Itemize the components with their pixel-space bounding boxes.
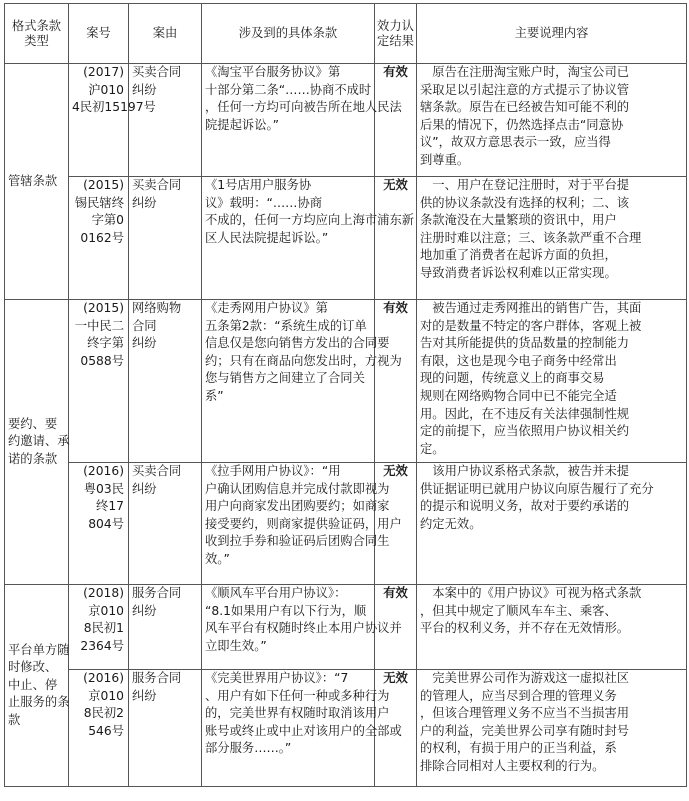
case-number-cell: (2017) 沪010 4民初15197号	[69, 64, 129, 177]
cause-cell: 网络购物 合同 纠纷	[129, 300, 202, 463]
reasoning-cell: 该用户协议系格式条款，被告并未提 供证据证明已就用户协议向原告履行了充分 的提示和说明义务，故对于要约承诺的 约定无效。	[417, 463, 687, 585]
table-row	[5, 64, 687, 177]
clause-text-cell: 《完美世界用户协议》：“7 、用户有如下任何一种或多种行为 的，完美世界有权随时取消该用户 账号或终止或中止对该用户的全部或 部分服务……。”	[202, 670, 375, 787]
cause-cell: 买卖合同 纠纷	[129, 64, 202, 177]
reasoning-cell: 原告在注册淘宝账户时，淘宝公司已 采取足以引起注意的方式提示了协议管 辖条款。原告在已经被告知可能不利的 后果的情况下，仍然选择点击“同意协 议”，故双方意思表示一致，应当得 到尊重。	[417, 64, 687, 177]
effect-result-cell: 有效	[375, 300, 417, 463]
clause-type-cell: 管辖条款	[5, 64, 69, 300]
cause-cell: 服务合同 纠纷	[129, 585, 202, 670]
table-row	[5, 177, 687, 300]
reasoning-cell: 本案中的《用户协议》可视为格式条款 ，但其中规定了顺风车车主、乘客、 平台的权利义务，并不存在无效情形。	[417, 585, 687, 670]
reasoning-cell: 一、用户在登记注册时，对于平台提 供的协议条款没有选择的权利；二、该 条款淹没在大量繁琐的资讯中，用户 注册时难以注意；三、该条款严重不合理 地加重了消费者在起诉方面的负担， 导致消费者诉讼权利难以正常实现。	[417, 177, 687, 300]
table-row	[5, 585, 687, 670]
cause-cell: 买卖合同 纠纷	[129, 177, 202, 300]
clause-type-cell: 平台单方随 时修改、 中止、停 止服务的条 款	[5, 585, 69, 787]
header-effect: 效力认定结果	[375, 4, 417, 64]
case-number-cell: (2016) 粤03民 终17 804号	[69, 463, 129, 585]
case-number-cell: (2018) 京010 8民初1 2364号	[69, 585, 129, 670]
clause-type-cell: 要约、要 约邀请、承 诺的条款	[5, 300, 69, 585]
table-row	[5, 463, 687, 585]
effect-result-cell: 有效	[375, 585, 417, 670]
reasoning-cell: 被告通过走秀网推出的销售广告，其面 对的是数量不特定的客户群体，客观上被 告对其所能提供的货品数量的控制能力 有限，这也是现今电子商务中经常出 现的问题，传统意义上的商事交易 规则在网络购物合同中已不能完全适 用。因此，在不违反有关法律强制性规 定的前提下，应当依照用户协议相关约 定。	[417, 300, 687, 463]
cause-cell: 服务合同 纠纷	[129, 670, 202, 787]
table-row	[5, 670, 687, 787]
effect-result-cell: 无效	[375, 463, 417, 585]
case-number-cell: (2015) 锡民辖终 字第0 0162号	[69, 177, 129, 300]
table-row	[5, 300, 687, 463]
case-number-cell: (2015) 一中民二 终字第 0588号	[69, 300, 129, 463]
clause-text-cell: 《1号店用户服务协 议》载明：“……协商 不成的，任何一方均应向上海市浦东新 区人民法院提起诉讼。”	[202, 177, 375, 300]
effect-result-cell: 无效	[375, 670, 417, 787]
effect-result-cell: 有效	[375, 64, 417, 177]
header-clause-type: 格式条款类型	[5, 4, 69, 64]
header-clause: 涉及到的具体条款	[202, 4, 375, 64]
clause-text-cell: 《淘宝平台服务协议》第 十部分第二条“……协商不成时 ，任何一方均可向被告所在地人民法 院提起诉讼。”	[202, 64, 375, 177]
header-cause: 案由	[129, 4, 202, 64]
clause-text-cell: 《拉手网用户协议》：“用 户确认团购信息并完成付款即视为 用户向商家发出团购要约；如商家 接受要约，则商家提供验证码，用户 收到拉手券和验证码后团购合同生 效。”	[202, 463, 375, 585]
effect-result-cell: 无效	[375, 177, 417, 300]
case-table	[4, 3, 687, 787]
header-case-number: 案号	[69, 4, 129, 64]
cause-cell: 买卖合同 纠纷	[129, 463, 202, 585]
clause-text-cell: 《走秀网用户协议》第 五条第2款：“系统生成的订单 信息仅是您向销售方发出的合同要 约；只有在商品向您发出时，方视为 您与销售方之间建立了合同关 系”	[202, 300, 375, 463]
header-reasoning: 主要说理内容	[417, 4, 687, 64]
reasoning-cell: 完美世界公司作为游戏这一虚拟社区 的管理人，应当尽到合理的管理义务 ，但该合理管理义务不应当不当损害用 户的利益，完美世界公司享有随时封号 的权利，有损于用户的正当利益，系 排除合同相对人主要权利的行为。	[417, 670, 687, 787]
case-number-cell: (2016) 京010 8民初2 546号	[69, 670, 129, 787]
clause-text-cell: 《顺风车平台用户协议》： “8.1如果用户有以下行为，顺 风车平台有权随时终止本用户协议并 立即生效。”	[202, 585, 375, 670]
